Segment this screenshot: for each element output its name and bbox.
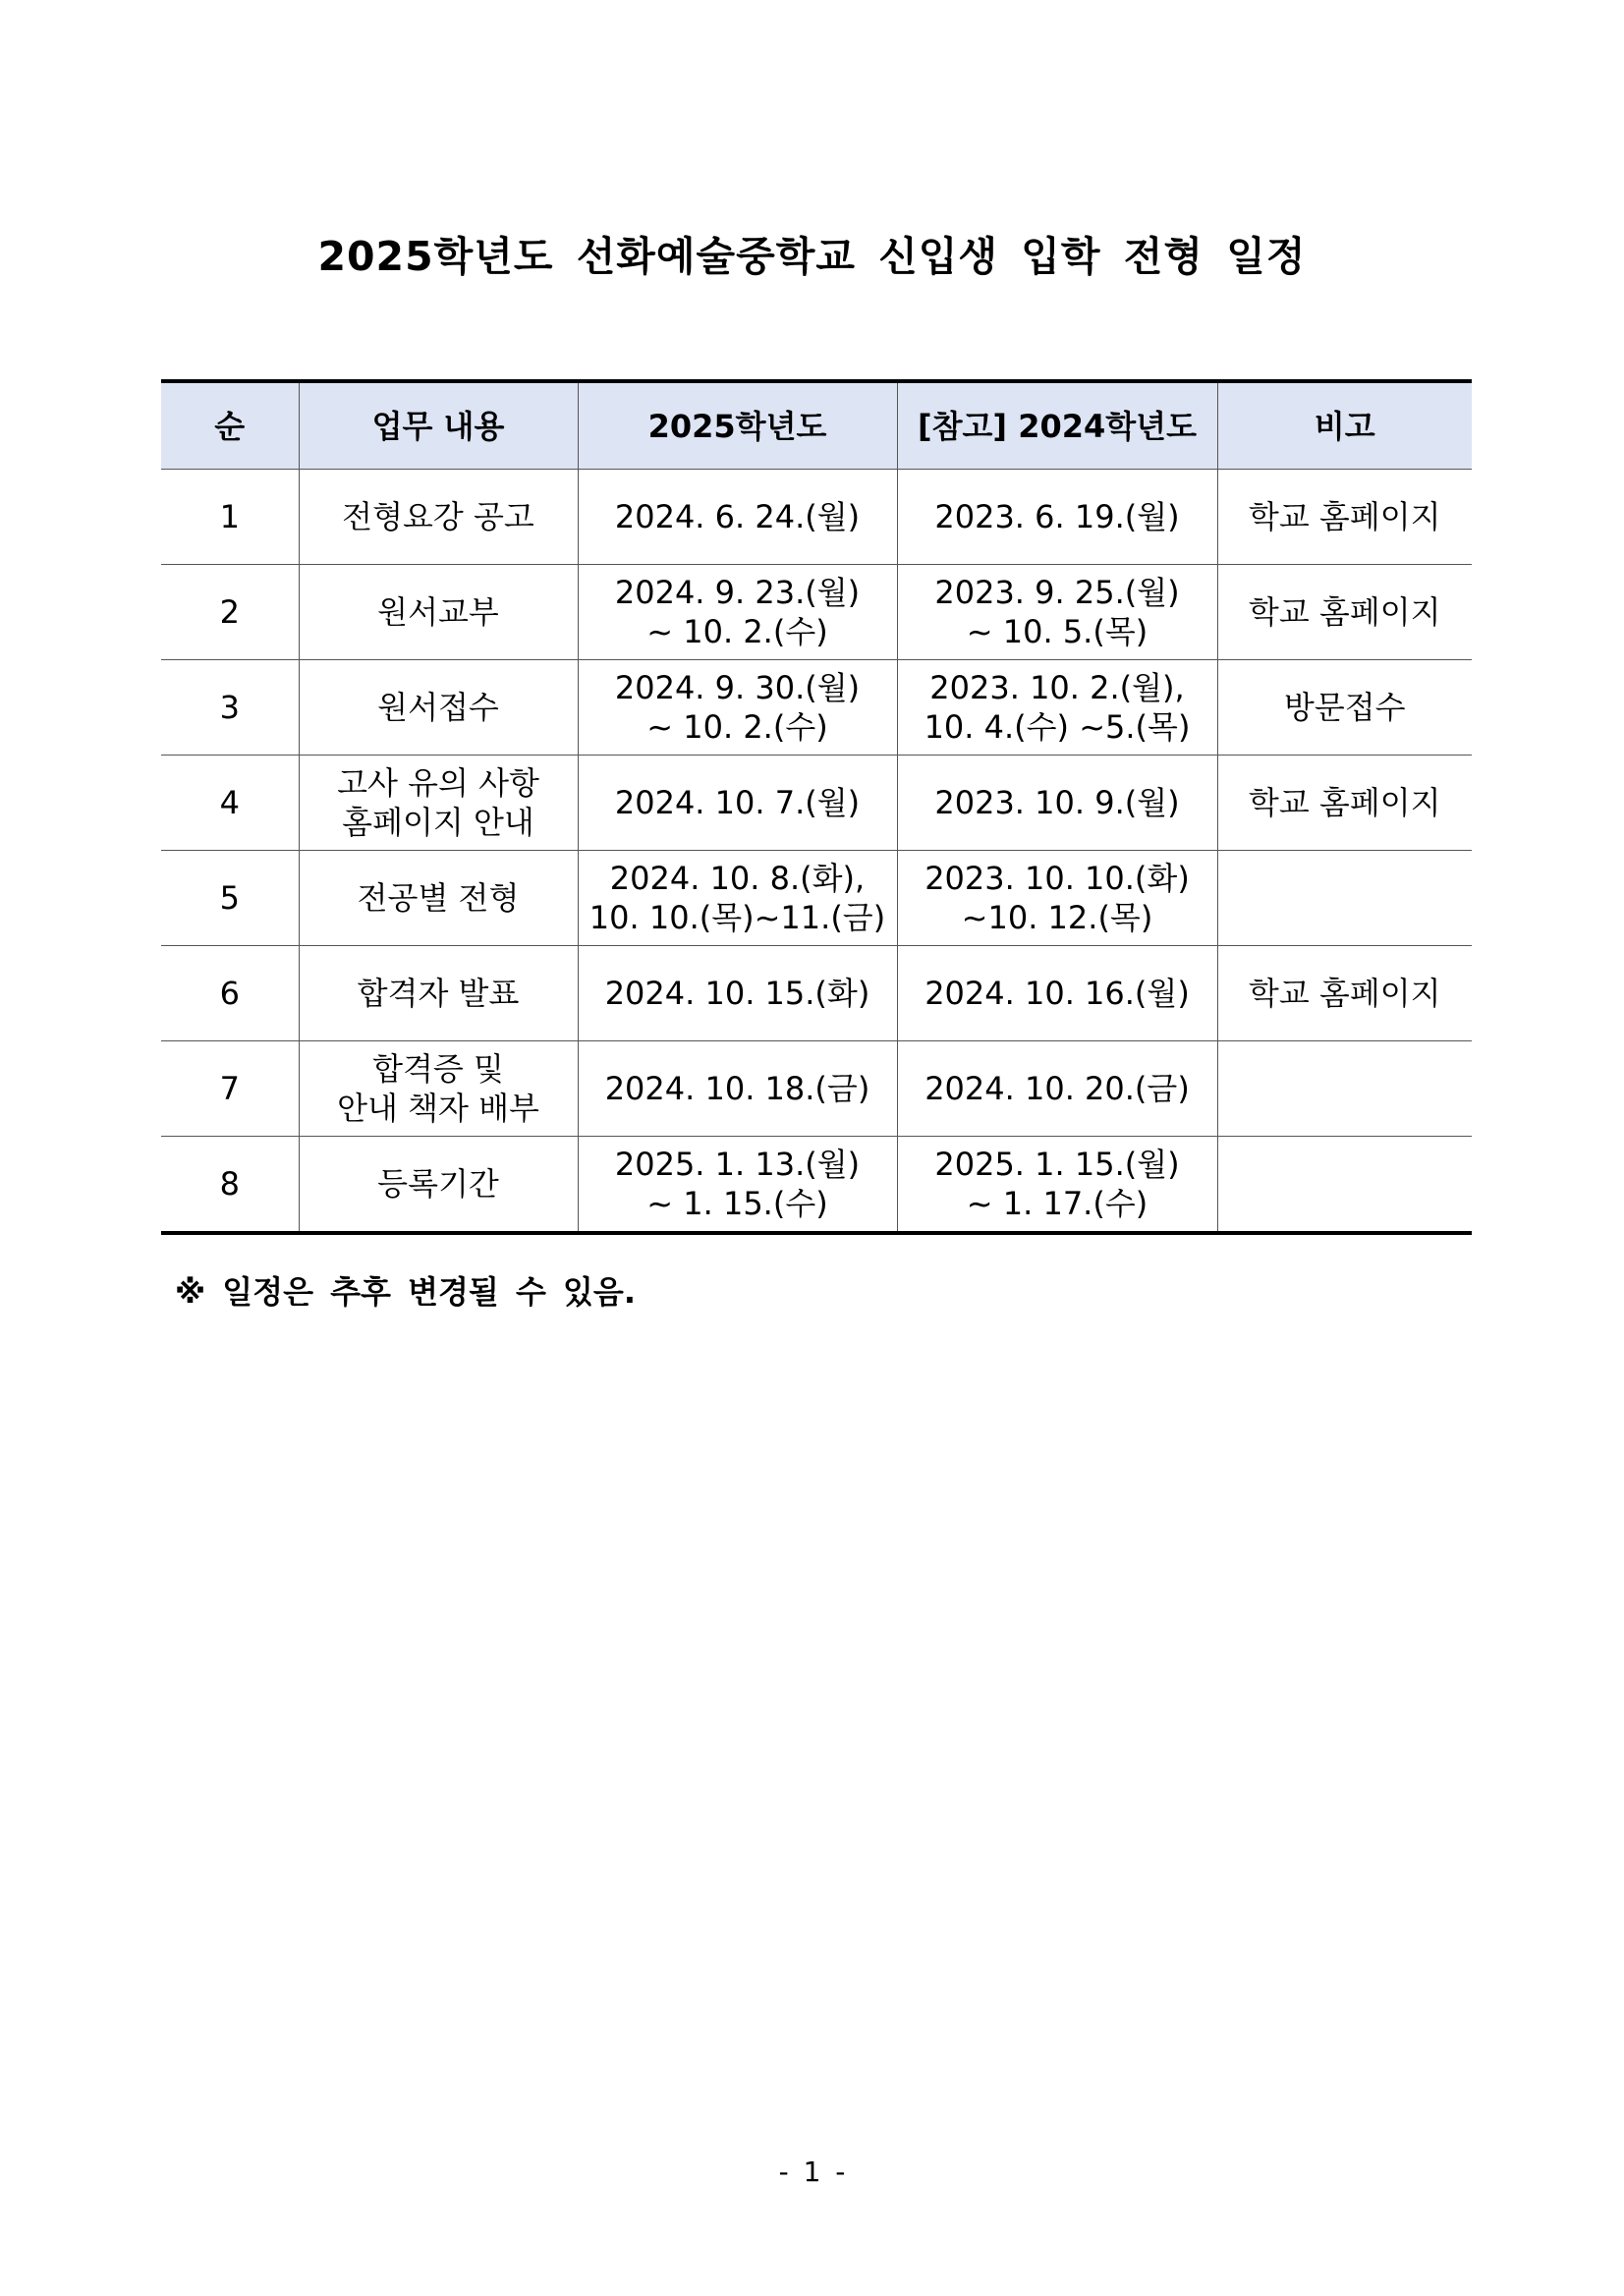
page-number: - 1 -: [778, 2156, 846, 2188]
cell-date-2025: [578, 660, 897, 756]
cell-date-2025-line: 2024. 9. 30.(월): [614, 669, 861, 706]
cell-task-line: 등록기간: [377, 1165, 499, 1203]
cell-note: [1217, 851, 1472, 946]
cell-date-2024-line: ~10. 12.(목): [961, 899, 1153, 936]
cell-order: 5: [161, 851, 299, 946]
cell-note: 학교 홈페이지: [1217, 756, 1472, 851]
cell-task: [299, 1041, 578, 1137]
table-row: [161, 1137, 1472, 1234]
cell-date-2024-line: 2023. 9. 25.(월): [934, 574, 1180, 611]
cell-task: [299, 756, 578, 851]
cell-date-2024-line: 2024. 10. 20.(금): [924, 1070, 1190, 1107]
cell-task: [299, 565, 578, 660]
cell-note: [1217, 1137, 1472, 1234]
cell-date-2025-line: 2024. 10. 15.(화): [604, 975, 870, 1012]
cell-date-2025: [578, 851, 897, 946]
admission-schedule-table: [161, 379, 1472, 1235]
cell-date-2024: [897, 946, 1217, 1041]
cell-order: 4: [161, 756, 299, 851]
table-row: [161, 660, 1472, 756]
cell-task: [299, 851, 578, 946]
cell-date-2025-line: 10. 10.(목)~11.(금): [588, 899, 886, 936]
cell-date-2024: [897, 470, 1217, 565]
cell-date-2024: [897, 1041, 1217, 1137]
header-task: 업무 내용: [299, 381, 578, 470]
cell-date-2025: [578, 565, 897, 660]
cell-date-2024-line: 2024. 10. 16.(월): [924, 975, 1190, 1012]
cell-task-line: 안내 책자 배부: [337, 1090, 539, 1127]
cell-task: [299, 1137, 578, 1234]
table-row: [161, 756, 1472, 851]
table-row: [161, 470, 1472, 565]
cell-date-2025-line: 2025. 1. 13.(월): [614, 1146, 861, 1183]
cell-date-2024-line: ~ 1. 17.(수): [966, 1185, 1148, 1222]
cell-task: [299, 470, 578, 565]
cell-date-2025: [578, 1137, 897, 1234]
header-note: 비고: [1217, 381, 1472, 470]
cell-date-2024-line: 2023. 10. 10.(화): [924, 860, 1190, 897]
cell-order: 3: [161, 660, 299, 756]
cell-date-2025-line: 2024. 10. 8.(화),: [609, 860, 866, 897]
table-row: [161, 851, 1472, 946]
cell-date-2025-line: ~ 10. 2.(수): [646, 708, 828, 746]
cell-date-2024-line: 2023. 6. 19.(월): [934, 498, 1180, 535]
cell-date-2024-line: 2023. 10. 2.(월),: [929, 669, 1185, 706]
cell-note: 학교 홈페이지: [1217, 946, 1472, 1041]
page-title: 2025학년도 선화예술중학교 신입생 입학 전형 일정: [317, 233, 1307, 280]
header-year-2024-reference: [참고] 2024학년도: [897, 381, 1217, 470]
cell-order: 2: [161, 565, 299, 660]
cell-order: 8: [161, 1137, 299, 1234]
cell-date-2024-line: 10. 4.(수) ~5.(목): [924, 708, 1191, 746]
cell-order: 1: [161, 470, 299, 565]
cell-task-line: 원서접수: [377, 689, 499, 726]
cell-note: 학교 홈페이지: [1217, 565, 1472, 660]
cell-date-2024-line: ~ 10. 5.(목): [966, 613, 1148, 650]
table-row: [161, 1041, 1472, 1137]
cell-task-line: 홈페이지 안내: [342, 804, 534, 841]
cell-note: [1217, 1041, 1472, 1137]
cell-date-2024: [897, 1137, 1217, 1234]
cell-task: [299, 660, 578, 756]
schedule-change-notice: ※ 일정은 추후 변경될 수 있음.: [175, 1273, 637, 1311]
cell-task-line: 합격자 발표: [357, 975, 520, 1012]
cell-date-2025: [578, 470, 897, 565]
table-header-row: [161, 381, 1472, 470]
cell-task-line: 전공별 전형: [357, 879, 520, 917]
table-row: [161, 565, 1472, 660]
cell-note: 방문접수: [1217, 660, 1472, 756]
header-year-2025: 2025학년도: [578, 381, 897, 470]
cell-date-2025-line: ~ 10. 2.(수): [646, 613, 828, 650]
cell-note: 학교 홈페이지: [1217, 470, 1472, 565]
cell-date-2024-line: 2025. 1. 15.(월): [934, 1146, 1180, 1183]
cell-date-2025-line: 2024. 10. 7.(월): [614, 784, 861, 821]
cell-date-2025-line: 2024. 9. 23.(월): [614, 574, 861, 611]
cell-order: 7: [161, 1041, 299, 1137]
cell-task-line: 전형요강 공고: [342, 498, 534, 535]
cell-date-2025-line: ~ 1. 15.(수): [646, 1185, 828, 1222]
cell-date-2025: [578, 1041, 897, 1137]
cell-date-2024: [897, 851, 1217, 946]
header-order: 순: [161, 381, 299, 470]
cell-order: 6: [161, 946, 299, 1041]
table-body: [161, 470, 1472, 1234]
cell-date-2024: [897, 660, 1217, 756]
cell-task-line: 원서교부: [377, 593, 499, 631]
cell-date-2024: [897, 565, 1217, 660]
cell-date-2025: [578, 946, 897, 1041]
table-row: [161, 946, 1472, 1041]
cell-task-line: 합격증 및: [372, 1050, 504, 1088]
cell-date-2024-line: 2023. 10. 9.(월): [934, 784, 1180, 821]
cell-date-2025-line: 2024. 6. 24.(월): [614, 498, 861, 535]
cell-date-2024: [897, 756, 1217, 851]
cell-date-2025: [578, 756, 897, 851]
cell-task-line: 고사 유의 사항: [337, 764, 539, 802]
cell-task: [299, 946, 578, 1041]
cell-date-2025-line: 2024. 10. 18.(금): [604, 1070, 870, 1107]
